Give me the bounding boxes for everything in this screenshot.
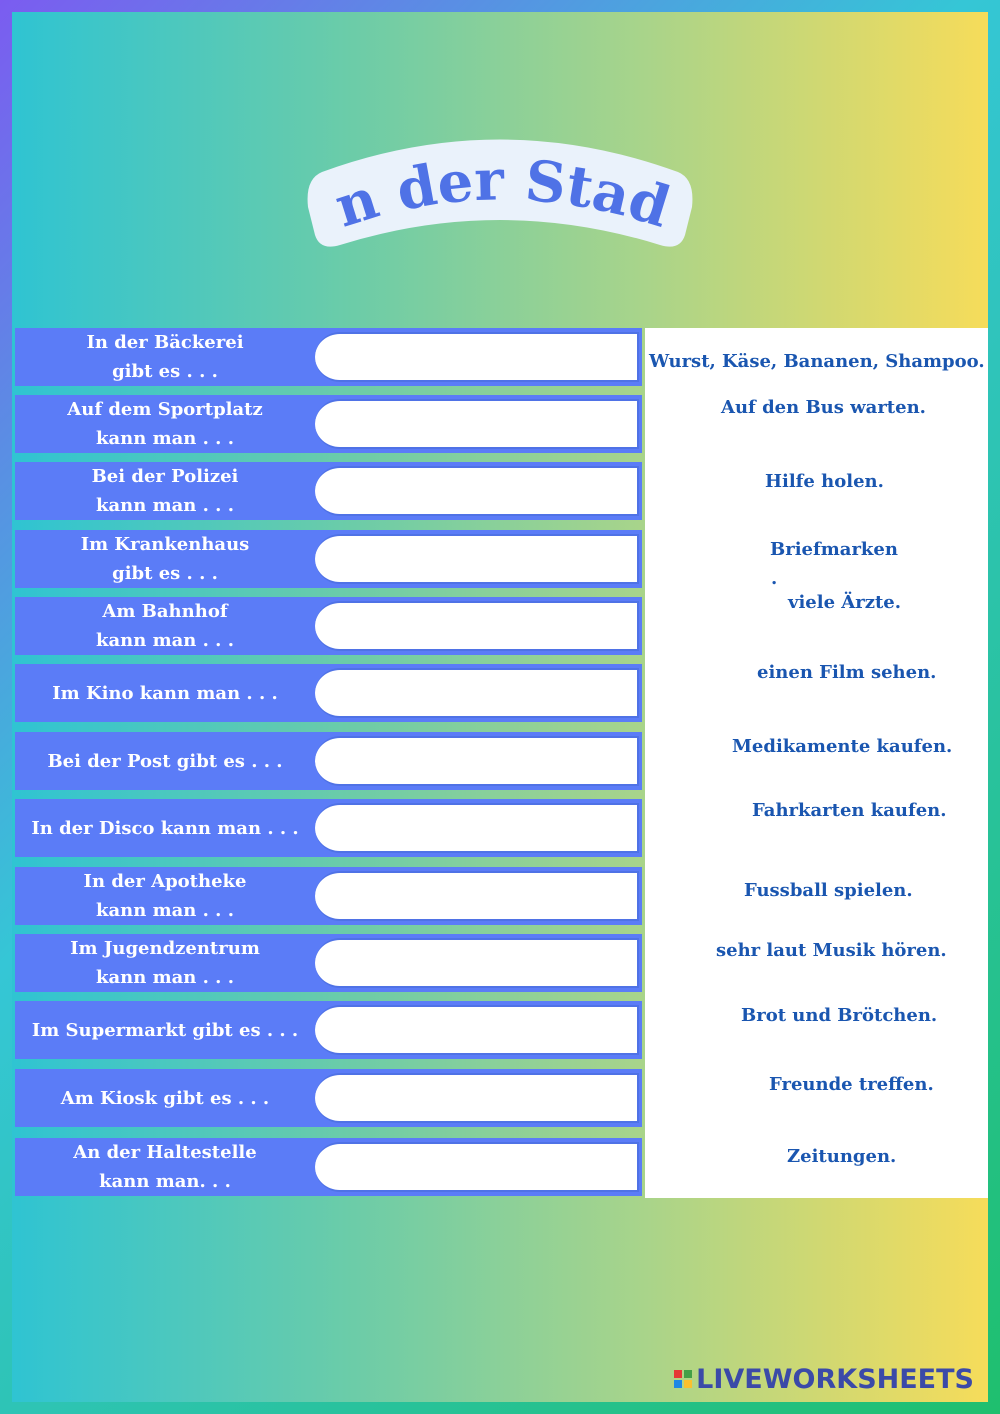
prompt-label: Bei der Polizei kann man . . . — [91, 466, 239, 516]
answer-option[interactable]: Medikamente kaufen. — [732, 736, 953, 757]
answer-option[interactable]: Fahrkarten kaufen. — [752, 800, 947, 821]
matching-row — [15, 732, 642, 790]
matching-row — [15, 462, 642, 520]
answer-option[interactable]: einen Film sehen. — [757, 662, 937, 683]
answer-drop-slot[interactable] — [315, 871, 639, 921]
matching-row — [15, 799, 642, 857]
matching-row — [15, 934, 642, 992]
matching-row — [15, 395, 642, 453]
answer-option[interactable]: Fussball spielen. — [744, 880, 913, 901]
prompt-label: Auf dem Sportplatz kann man . . . — [67, 399, 263, 449]
prompt-label: In der Apotheke kann man . . . — [83, 871, 247, 921]
answer-drop-slot[interactable] — [315, 1073, 639, 1123]
prompt-label: Im Jugendzentrum kann man . . . — [70, 938, 260, 988]
answer-option[interactable]: Hilfe holen. — [765, 471, 884, 492]
answer-drop-slot[interactable] — [315, 466, 639, 516]
answer-option[interactable]: viele Ärzte. — [788, 592, 902, 613]
matching-row — [15, 1138, 642, 1196]
title-banner-shape — [300, 117, 700, 267]
matching-row — [15, 530, 642, 588]
answer-drop-slot[interactable] — [315, 332, 639, 382]
matching-row — [15, 1001, 642, 1059]
answer-option[interactable]: Wurst, Käse, Bananen, Shampoo. — [649, 351, 985, 372]
answer-drop-slot[interactable] — [315, 601, 639, 651]
answer-option[interactable]: Freunde treffen. — [769, 1074, 934, 1095]
prompt-label: Im Krankenhaus gibt es . . . — [80, 534, 250, 584]
logo-square-icon — [684, 1370, 692, 1378]
answer-option[interactable]: . — [771, 568, 778, 589]
prompt-label: Am Bahnhof kann man . . . — [96, 601, 234, 651]
answer-drop-slot[interactable] — [315, 1005, 639, 1055]
matching-row — [15, 664, 642, 722]
answer-drop-slot[interactable] — [315, 1142, 639, 1192]
matching-row — [15, 1069, 642, 1127]
answer-option[interactable]: Auf den Bus warten. — [721, 397, 926, 418]
prompt-label: An der Haltestelle kann man. . . — [73, 1142, 257, 1192]
title-banner — [300, 117, 700, 267]
liveworksheets-logo-icon — [674, 1370, 692, 1388]
answer-drop-slot[interactable] — [315, 938, 639, 988]
prompt-label: Im Supermarkt gibt es . . . — [31, 1019, 299, 1041]
matching-row — [15, 867, 642, 925]
prompt-label: Bei der Post gibt es . . . — [47, 750, 283, 772]
answer-drop-slot[interactable] — [315, 736, 639, 786]
answer-bank — [645, 328, 988, 1198]
prompt-label: In der Bäckerei gibt es . . . — [86, 332, 244, 382]
answer-drop-slot[interactable] — [315, 803, 639, 853]
answer-drop-slot[interactable] — [315, 668, 639, 718]
logo-square-icon — [674, 1370, 682, 1378]
matching-row — [15, 328, 642, 386]
logo-square-icon — [674, 1380, 682, 1388]
answer-option[interactable]: Zeitungen. — [787, 1146, 897, 1167]
worksheet — [12, 12, 988, 1402]
answer-option[interactable]: Briefmarken — [770, 539, 898, 560]
answer-drop-slot[interactable] — [315, 534, 639, 584]
answer-option[interactable]: sehr laut Musik hören. — [716, 940, 947, 961]
logo-text: LIVEWORKSHEETS — [696, 1363, 974, 1395]
liveworksheets-logo — [674, 1364, 974, 1394]
answer-option[interactable]: Brot und Brötchen. — [741, 1005, 938, 1026]
prompt-label: Im Kino kann man . . . — [52, 682, 278, 704]
matching-row — [15, 597, 642, 655]
answer-drop-slot[interactable] — [315, 399, 639, 449]
page-title: n der Stad — [327, 147, 678, 241]
prompt-label: Am Kiosk gibt es . . . — [60, 1087, 270, 1109]
prompt-label: In der Disco kann man . . . — [31, 817, 299, 839]
logo-square-icon — [684, 1380, 692, 1388]
